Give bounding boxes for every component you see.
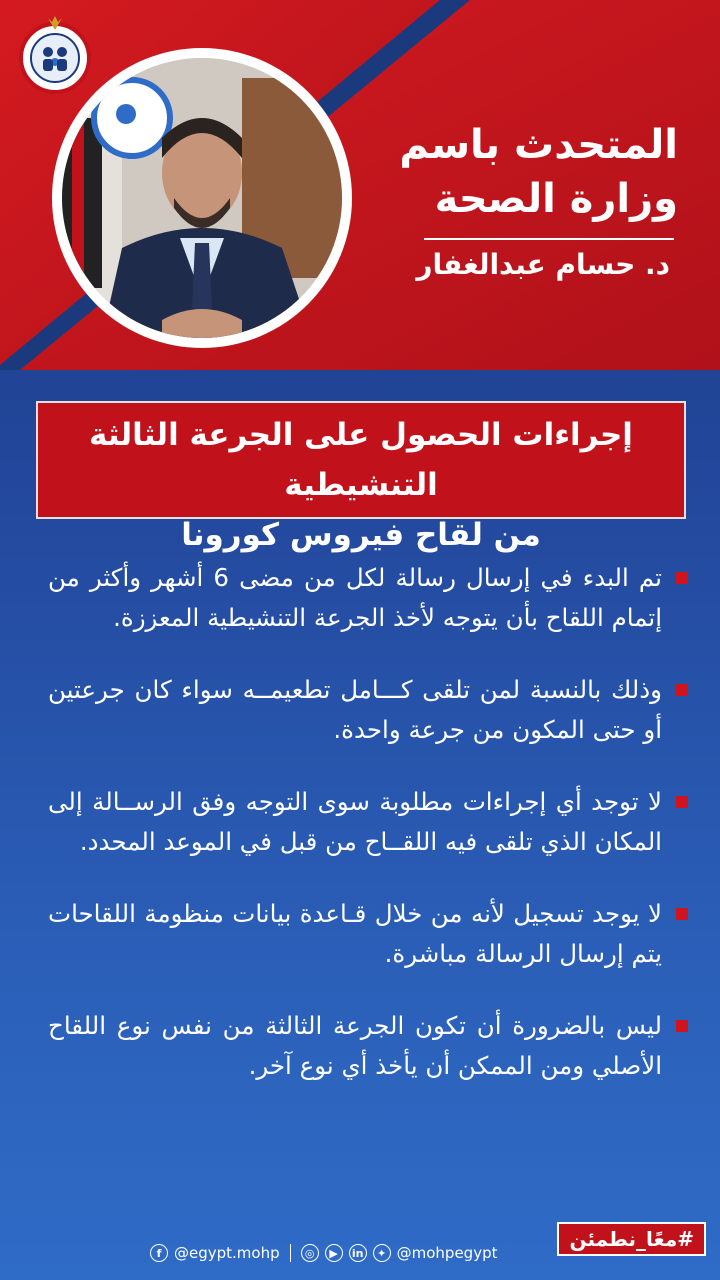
list-item xyxy=(48,1006,688,1086)
title-line-1: المتحدث باسم xyxy=(399,122,678,168)
info-list xyxy=(48,558,688,1118)
item-text: لا يوجد تسجيل لأنه من خلال قـاعدة بيانات منظومة اللقاحات يتم إرسال الرسالة مباشرة. xyxy=(48,899,662,968)
item-text: وذلك بالنسبة لمن تلقى كـــامل تطعيمــه سواء كان جرعتين أو حتى المكون من جرعة واحدة. xyxy=(48,675,662,744)
instagram-icon[interactable]: ◎ xyxy=(301,1244,319,1262)
item-text: ليس بالضرورة أن تكون الجرعة الثالثة من نفس نوع اللقاح الأصلي ومن الممكن أن يأخذ أي نوع آخر. xyxy=(48,1011,662,1080)
spokesperson-name: د. حسام عبدالغفار xyxy=(416,248,670,281)
list-item xyxy=(48,894,688,974)
title-line-2: وزارة الصحة xyxy=(434,176,678,222)
social-footer xyxy=(150,1233,497,1273)
list-item xyxy=(48,782,688,862)
facebook-icon[interactable]: f xyxy=(150,1244,168,1262)
footer-divider xyxy=(290,1244,291,1262)
bullet-icon xyxy=(676,796,688,808)
hashtag-badge: #معًا_نطمئن xyxy=(557,1222,706,1256)
list-item xyxy=(48,558,688,638)
headline-box xyxy=(36,401,686,553)
bullet-icon xyxy=(676,572,688,584)
bullet-icon xyxy=(676,908,688,920)
ministry-logo xyxy=(18,14,92,94)
item-text: تم البدء في إرسال رسالة لكل من مضى 6 أشهر وأكثر من إتمام اللقاح بأن يتوجه لأخذ الجرعة التنشيطية المعززة. xyxy=(48,563,662,632)
headline-line-2: من لقاح فيروس كورونا xyxy=(181,517,541,553)
spokesperson-photo xyxy=(62,58,342,338)
bullet-icon xyxy=(676,684,688,696)
header-title xyxy=(358,118,678,226)
linkedin-icon[interactable]: in xyxy=(349,1244,367,1262)
headline-line-1: إجراءات الحصول على الجرعة الثالثة التنشيطية xyxy=(89,417,633,503)
twitter-icon[interactable]: ✦ xyxy=(373,1244,391,1262)
youtube-icon[interactable]: ▶ xyxy=(325,1244,343,1262)
list-item xyxy=(48,670,688,750)
facebook-handle[interactable]: @egypt.mohp xyxy=(174,1244,280,1262)
title-divider xyxy=(424,238,674,240)
bullet-icon xyxy=(676,1020,688,1032)
item-text: لا توجد أي إجراءات مطلوبة سوى التوجه وفق الرســالة إلى المكان الذي تلقى فيه اللقــاح من قبل في الموعد المحدد. xyxy=(48,787,662,856)
social-handle[interactable]: @mohpegypt xyxy=(396,1244,498,1262)
